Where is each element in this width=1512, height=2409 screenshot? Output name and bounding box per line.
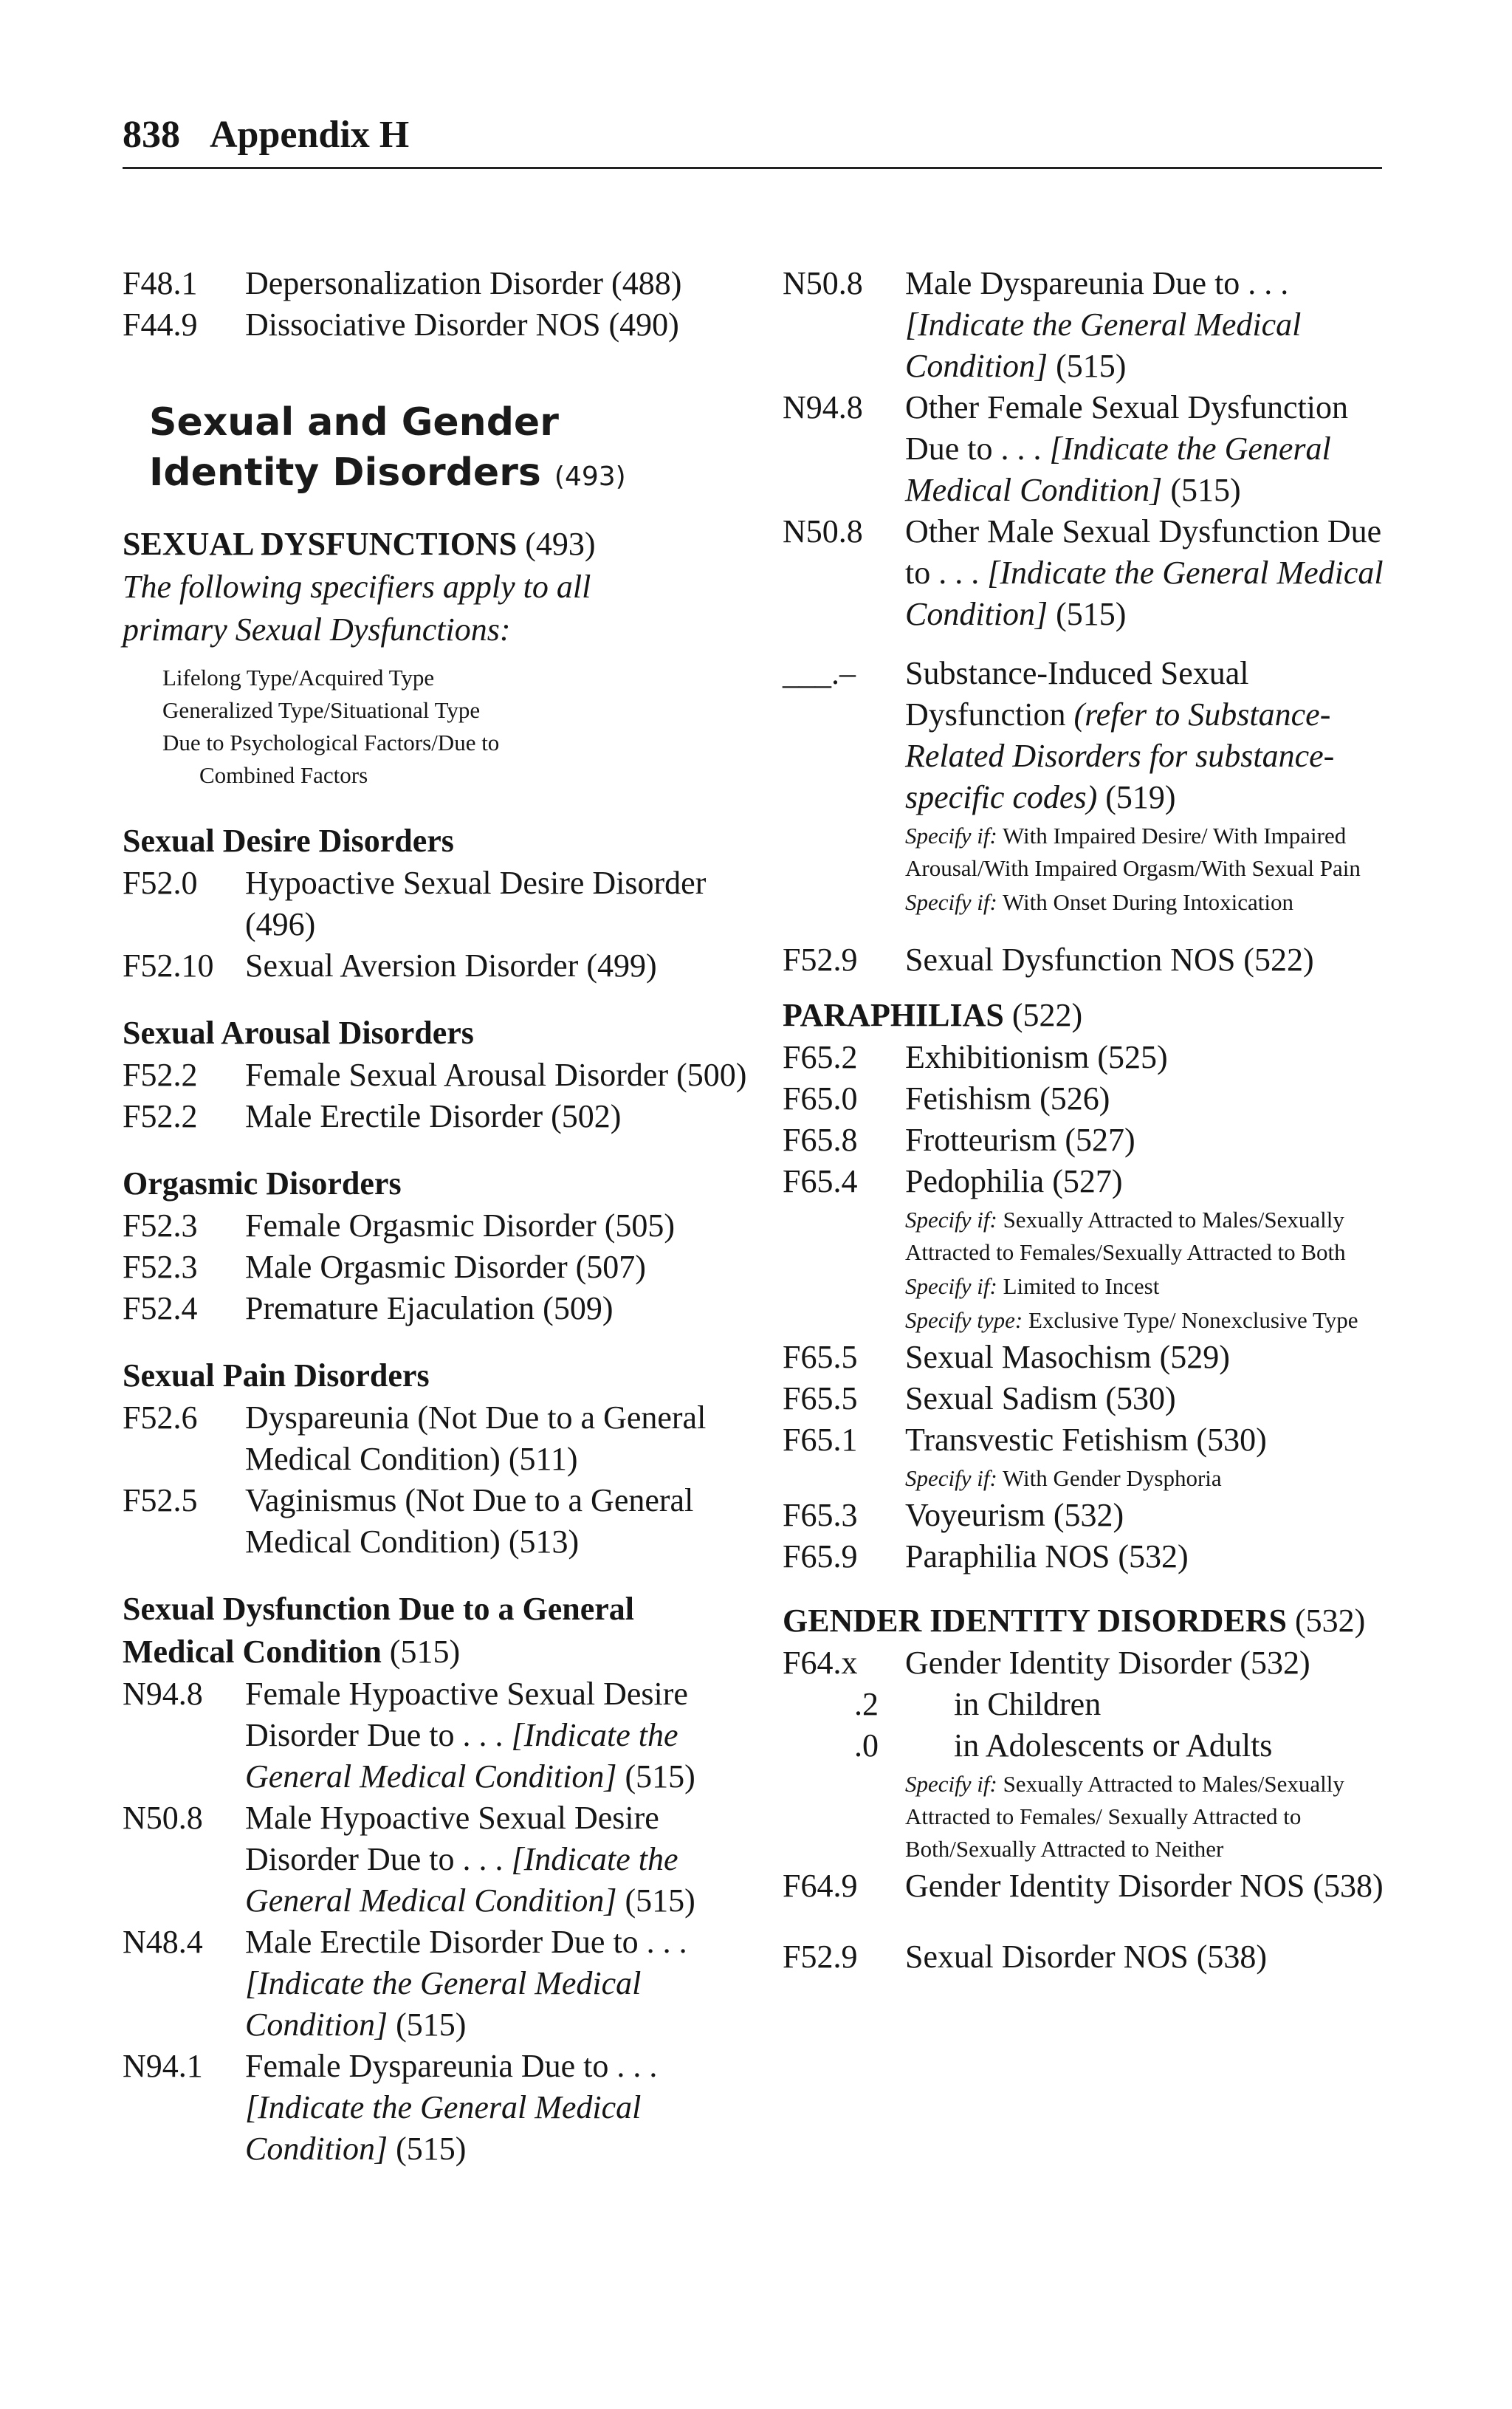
list-item: N94.8 Other Female Sexual Dysfunction Due to . . . [Indicate the General Medical Condition] (515) [783, 389, 1348, 508]
list-item: N48.4 Male Erectile Disorder Due to . . . [Indicate the General Medical Condition] (515) [123, 1924, 687, 2043]
list-item: N94.8 Female Hypoactive Sexual Desire Disorder Due to . . . [Indicate the General Medical Condition] (515) [123, 1676, 695, 1795]
list-item: N50.8 Male Dyspareunia Due to . . . [Indicate the General Medical Condition] (515) [783, 265, 1302, 384]
list-item: N94.1 Female Dyspareunia Due to . . . [Indicate the General Medical Condition] (515) [123, 2048, 658, 2167]
list-item: F65.3 Voyeurism (532) [783, 1497, 1124, 1533]
page-number: 838 [123, 114, 180, 156]
list-item: F52.3 Male Orgasmic Disorder (507) [123, 1249, 646, 1285]
header-rule [123, 167, 1382, 169]
list-item: F65.9 Paraphilia NOS (532) [783, 1538, 1189, 1574]
gmc-heading: Sexual Dysfunction Due to a General Medical Condition (515) [123, 1591, 634, 1670]
list-item: .0 in Adolescents or Adults [854, 1727, 1273, 1764]
list-item: F65.8 Frotteurism (527) [783, 1122, 1135, 1158]
list-item: F52.9 Sexual Disorder NOS (538) [783, 1939, 1268, 1975]
list-item: F65.1 Transvestic Fetishism (530) Specify if: With Gender Dysphoria [783, 1422, 1267, 1491]
list-item: F44.9 Dissociative Disorder NOS (490) [123, 306, 679, 343]
desire-heading: Sexual Desire Disorders [123, 823, 454, 859]
appendix-title: Appendix H [210, 114, 410, 156]
list-item: F65.4 Pedophilia (527) Specify if: Sexually Attracted to Males/Sexually Attracted to Females/Sexually Attracted to Both Specify if: Limited to Incest Specify type: Exclusive Type/ Nonexclusive Type [783, 1163, 1358, 1333]
list-item: N50.8 Other Male Sexual Dysfunction Due to . . . [Indicate the General Medical Condition] (515) [783, 513, 1384, 632]
dysfunctions-heading: SEXUAL DYSFUNCTIONS (493) [123, 526, 596, 562]
list-item: F52.6 Dyspareunia (Not Due to a General Medical Condition) (511) [123, 1399, 707, 1477]
list-item: F48.1 Depersonalization Disorder (488) [123, 265, 682, 301]
list-item: F64.9 Gender Identity Disorder NOS (538) [783, 1868, 1384, 1904]
list-item: F52.10 Sexual Aversion Disorder (499) [123, 948, 657, 984]
section-title: Sexual and Gender Identity Disorders (493) [149, 400, 626, 495]
list-item: F52.4 Premature Ejaculation (509) [123, 1290, 614, 1326]
paraphilias-heading: PARAPHILIAS (522) [783, 997, 1083, 1033]
list-item: F52.9 Sexual Dysfunction NOS (522) [783, 942, 1314, 978]
arousal-heading: Sexual Arousal Disorders [123, 1015, 474, 1051]
page-header [123, 111, 1382, 160]
list-item: F52.5 Vaginismus (Not Due to a General Medical Condition) (513) [123, 1482, 694, 1560]
gender-heading: GENDER IDENTITY DISORDERS (532) [783, 1603, 1366, 1639]
list-item: ___.– Substance-Induced Sexual Dysfunction (refer to Substance-Related Disorders for substance-specific codes) (519) Specify if: With Impaired Desire/ With Impaired Arousal/With Impaired Orgasm/With Sexual Pain Specify if: With Onset During Intoxication [783, 655, 1361, 915]
list-item: F64.x Gender Identity Disorder (532) [783, 1645, 1310, 1681]
list-item: F65.0 Fetishism (526) [783, 1080, 1110, 1117]
right-column [783, 263, 1395, 1978]
list-item: F52.0 Hypoactive Sexual Desire Disorder (496) [123, 865, 707, 942]
list-item: N50.8 Male Hypoactive Sexual Desire Disorder Due to . . . [Indicate the General Medical Condition] (515) [123, 1800, 695, 1919]
dysfunctions-intro: The following specifiers apply to all primary Sexual Dysfunctions: [123, 569, 591, 648]
specifier-list: Lifelong Type/Acquired Type Generalized Type/Situational Type Due to Psychological Factors/Due to Combined Factors [162, 665, 500, 788]
pain-heading: Sexual Pain Disorders [123, 1357, 430, 1394]
orgasmic-heading: Orgasmic Disorders [123, 1165, 402, 1202]
list-item: F52.3 Female Orgasmic Disorder (505) [123, 1207, 676, 1244]
list-item: F52.2 Female Sexual Arousal Disorder (500) [123, 1057, 747, 1093]
list-item: F52.2 Male Erectile Disorder (502) [123, 1098, 622, 1134]
specifier-note: Specify if: Sexually Attracted to Males/Sexually Attracted to Females/ Sexually Attracted to Both/Sexually Attracted to Neither [905, 1771, 1344, 1862]
left-column [123, 263, 750, 2170]
list-item: F65.5 Sexual Masochism (529) [783, 1339, 1230, 1375]
list-item: .2 in Children [854, 1686, 1102, 1722]
list-item: F65.2 Exhibitionism (525) [783, 1039, 1168, 1075]
list-item: F65.5 Sexual Sadism (530) [783, 1380, 1176, 1416]
